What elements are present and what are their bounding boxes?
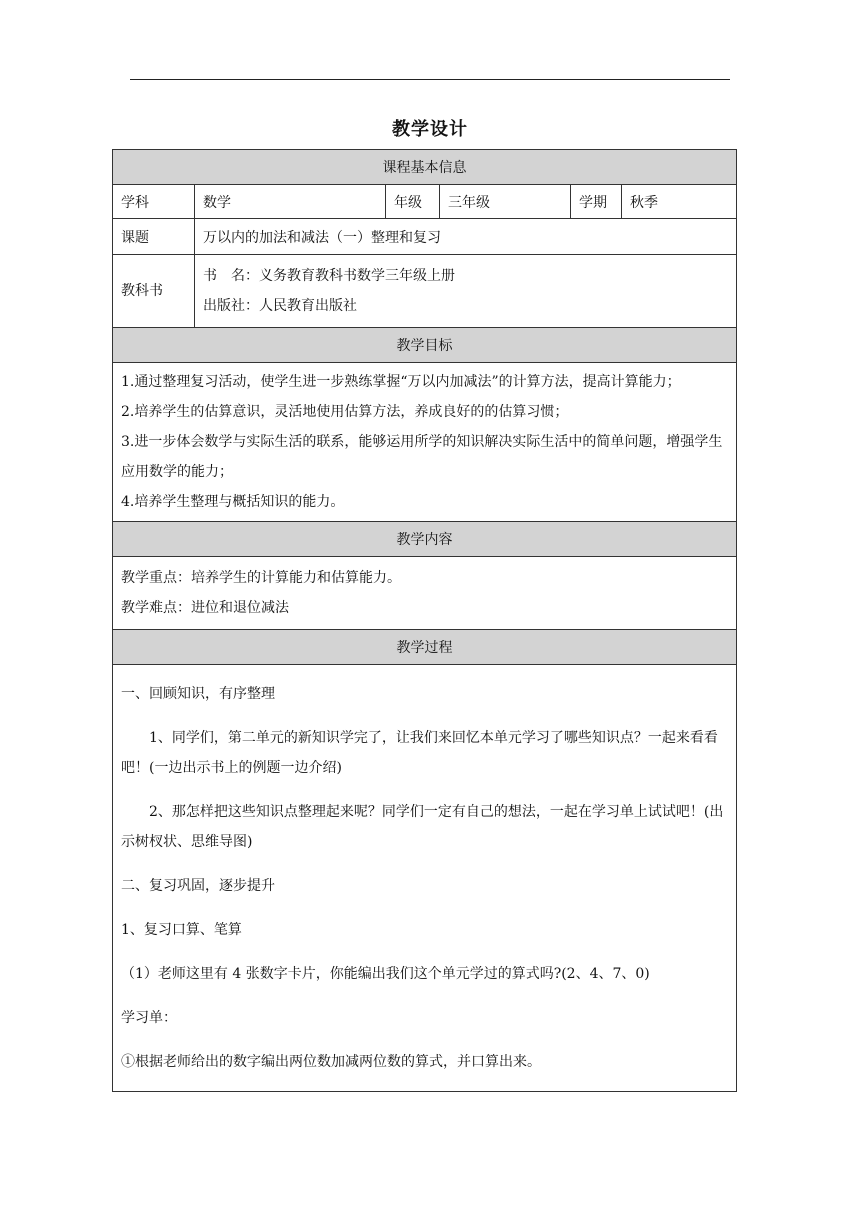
objective-item-4: 4.培养学生整理与概括知识的能力。 — [121, 494, 345, 510]
process-paragraph: 1、同学们，第二单元的新知识学完了，让我们来回忆本单元学习了哪些知识点？一起来看看吧！(一边出示书上的例题一边介绍) — [121, 730, 718, 776]
textbook-name: 书 名：义务教育教科书数学三年级上册 — [203, 268, 455, 284]
process-paragraph: ①根据老师给出的数字编出两位数加减两位数的算式，并口算出来。 — [121, 1054, 541, 1070]
document-title: 教学设计 — [392, 119, 468, 140]
subject-value: 数学 — [195, 185, 386, 219]
term-label: 学期 — [571, 185, 622, 219]
process-paragraph: 2、那怎样把这些知识点整理起来呢？同学们一定有自己的想法，一起在学习单上试试吧！(出示树杈状、思维导图) — [121, 804, 724, 850]
key-point: 教学重点：培养学生的计算能力和估算能力。 — [121, 570, 401, 586]
textbook-publisher: 出版社：人民教育出版社 — [203, 298, 357, 314]
process-paragraph: 1、复习口算、笔算 — [121, 922, 242, 938]
grade-label: 年级 — [386, 185, 440, 219]
objective-item-3: 3.进一步体会数学与实际生活的联系，能够运用所学的知识解决实际生活中的简单问题，增强学生应用数学的能力； — [121, 434, 723, 480]
grade-value: 三年级 — [440, 185, 571, 219]
topic-label: 课题 — [113, 219, 195, 255]
objective-item-1: 1.通过整理复习活动，使学生进一步熟练掌握“万以内加减法”的计算方法，提高计算能力； — [121, 374, 681, 390]
section-process: 教学过程 — [113, 630, 737, 665]
section-objectives: 教学目标 — [113, 328, 737, 363]
content-cell — [113, 557, 737, 630]
process-paragraph: 一、回顾知识，有序整理 — [121, 686, 275, 702]
objectives-cell — [113, 363, 737, 522]
textbook-label-text: 教科书 — [121, 283, 163, 299]
process-paragraph: （1）老师这里有 4 张数字卡片，你能编出我们这个单元学过的算式吗?(2、4、7、0) — [121, 966, 650, 982]
difficulty: 教学难点：进位和退位减法 — [121, 600, 289, 616]
section-basic-info: 课程基本信息 — [113, 150, 737, 185]
term-value: 秋季 — [622, 185, 737, 219]
topic-value: 万以内的加法和减法（一）整理和复习 — [195, 219, 737, 255]
objective-item-2: 2.培养学生的估算意识，灵活地使用估算方法，养成良好的的估算习惯； — [121, 404, 569, 420]
process-paragraph: 二、复习巩固，逐步提升 — [121, 878, 275, 894]
section-content: 教学内容 — [113, 522, 737, 557]
subject-label: 学科 — [113, 185, 195, 219]
textbook-label — [113, 255, 195, 328]
textbook-info — [195, 255, 737, 328]
process-cell — [113, 665, 737, 1092]
header-rule — [130, 79, 730, 80]
lesson-plan-table — [112, 149, 737, 1092]
process-paragraph: 学习单： — [121, 1010, 177, 1026]
